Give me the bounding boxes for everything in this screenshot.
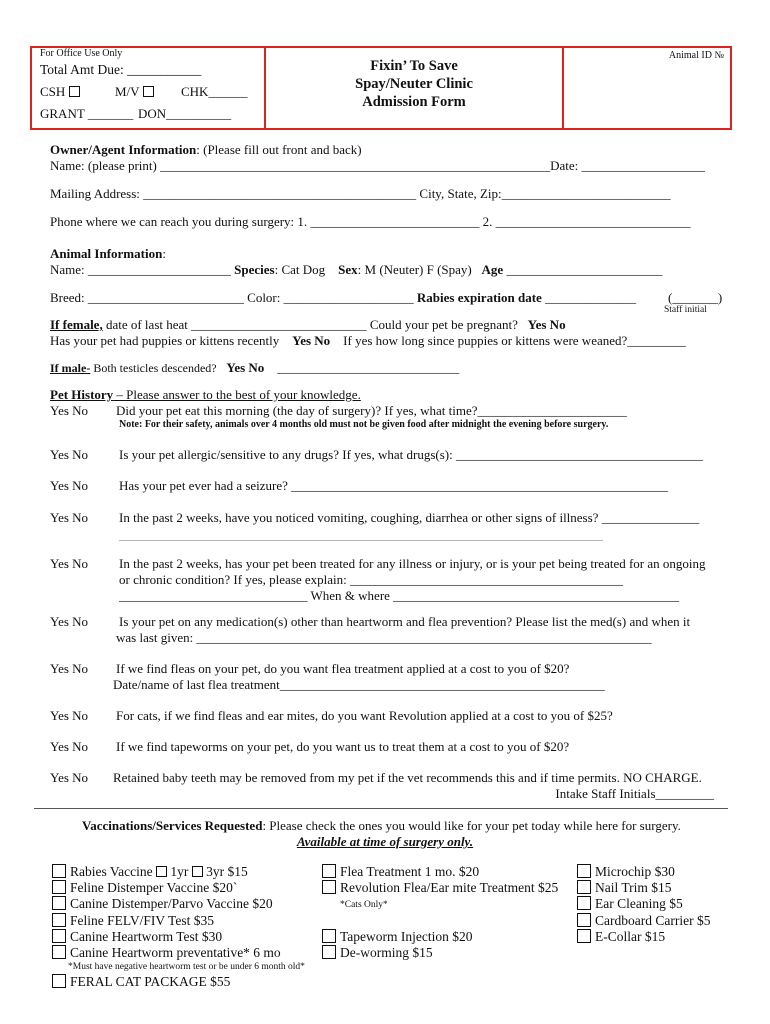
microchip-checkbox[interactable] xyxy=(577,864,591,878)
history-heading xyxy=(50,387,361,403)
csh-option[interactable] xyxy=(40,84,80,100)
rabies-label: Rabies Vaccine xyxy=(70,864,153,879)
service-flea-treatment[interactable] xyxy=(322,864,479,880)
service-canine-distemper[interactable] xyxy=(52,896,273,912)
microchip-label: Microchip $30 xyxy=(595,864,675,879)
q1-yes-no[interactable]: Yes No xyxy=(50,403,89,418)
grant-field[interactable]: GRANT _______ xyxy=(40,106,134,121)
mailing-address-field[interactable]: Mailing Address: __________________________________________ City, State, Zip:__________________________ xyxy=(50,186,671,201)
heartworm-test-label: Canine Heartworm Test $30 xyxy=(70,929,223,944)
heartworm-test-checkbox[interactable] xyxy=(52,929,66,943)
intake-initials-field[interactable]: Intake Staff Initials_________ xyxy=(555,786,714,801)
chk-field[interactable]: CHK______ xyxy=(181,84,248,99)
q3-text[interactable]: Has your pet ever had a seizure? __________________________________________________________ xyxy=(119,478,669,493)
testicles-yes-no[interactable]: Yes No xyxy=(226,360,265,375)
female-label: If female, xyxy=(50,317,103,332)
felv-fiv-checkbox[interactable] xyxy=(52,913,66,927)
species-options[interactable]: : Cat Dog xyxy=(274,262,326,277)
breed-color-row[interactable] xyxy=(50,290,636,306)
q6-yes-no[interactable]: Yes No xyxy=(50,614,89,629)
q10-yes-no[interactable]: Yes No xyxy=(50,770,89,785)
species-label: Species xyxy=(234,262,275,277)
q6-last-given-field[interactable]: was last given: ______________________________________________________________________ xyxy=(116,630,652,645)
feral-label: FERAL CAT PACKAGE $55 xyxy=(70,974,231,989)
history-heading-text: Pet History xyxy=(50,387,114,402)
q5-text: In the past 2 weeks, has your pet been treated for any illness or injury, or is your pet being treated for an ongoing xyxy=(119,556,706,571)
mv-option[interactable] xyxy=(115,84,154,100)
animal-name-field[interactable]: Name: ______________________ xyxy=(50,262,231,277)
service-nail-trim[interactable] xyxy=(577,880,672,896)
total-amt-field[interactable]: Total Amt Due: ___________ xyxy=(40,62,202,77)
sex-options[interactable]: : M (Neuter) F (Spay) xyxy=(357,262,472,277)
mv-checkbox[interactable] xyxy=(143,86,154,97)
heartworm-note: *Must have negative heartworm test or be under 6 month old* xyxy=(68,962,305,972)
staff-initial-box[interactable]: (_______) xyxy=(668,290,723,305)
service-revolution[interactable] xyxy=(322,880,558,896)
q7-yes-no[interactable]: Yes No xyxy=(50,661,89,676)
revolution-checkbox[interactable] xyxy=(322,880,336,894)
service-microchip[interactable] xyxy=(577,864,675,880)
animal-heading xyxy=(50,246,166,262)
csh-label: CSH xyxy=(40,84,66,99)
service-felv-fiv[interactable] xyxy=(52,913,214,929)
flea-treatment-checkbox[interactable] xyxy=(322,864,336,878)
title-line-1: Fixin’ To Save xyxy=(370,58,458,74)
phone-field[interactable]: Phone where we can reach you during surgery: 1. __________________________ 2. ______________________________ xyxy=(50,214,691,229)
cats-only-note: *Cats Only* xyxy=(340,900,388,910)
male-text: Both testicles descended? xyxy=(90,361,217,375)
female-text[interactable]: date of last heat ___________________________ Could your pet be pregnant? xyxy=(102,317,518,332)
feral-checkbox[interactable] xyxy=(52,974,66,988)
ear-cleaning-label: Ear Cleaning $5 xyxy=(595,896,683,911)
canine-distemper-checkbox[interactable] xyxy=(52,896,66,910)
q8-text: For cats, if we find fleas and ear mites, do you want Revolution applied at a cost to you of $25? xyxy=(116,708,613,723)
rabies-checkbox[interactable] xyxy=(52,864,66,878)
female-row[interactable] xyxy=(50,317,566,333)
q4-text[interactable]: In the past 2 weeks, have you noticed vomiting, coughing, diarrhea or other signs of illness? _______________ xyxy=(119,510,700,525)
q2-text[interactable]: Is your pet allergic/sensitive to any drugs? If yes, what drugs(s): ______________________________________ xyxy=(119,447,703,462)
section-divider xyxy=(34,808,728,809)
animal-heading-text: Animal Information xyxy=(50,246,163,261)
breed-color-field[interactable]: Breed: ________________________ Color: ____________________ xyxy=(50,290,414,305)
q5-when-where-field[interactable]: _____________________________ When & where ____________________________________________ xyxy=(119,588,680,603)
animal-heading-colon: : xyxy=(162,246,166,261)
puppies-yes-no[interactable]: Yes No xyxy=(292,333,331,348)
q5-explain-field[interactable]: or chronic condition? If yes, please explain: __________________________________________ xyxy=(119,572,624,587)
rabies-label: Rabies expiration date xyxy=(416,290,542,305)
male-field[interactable]: ____________________________ xyxy=(277,360,460,375)
food-note: Note: For their safety, animals over 4 months old must not be given food after midnight the evening before surgery. xyxy=(119,419,609,430)
feline-distemper-checkbox[interactable] xyxy=(52,880,66,894)
q4-yes-no[interactable]: Yes No xyxy=(50,510,89,525)
owner-heading-note: : (Please fill out front and back) xyxy=(196,142,362,157)
q9-text: If we find tapeworms on your pet, do you want us to treat them at a cost to you of $20? xyxy=(116,739,570,754)
carrier-checkbox[interactable] xyxy=(577,913,591,927)
heartworm-prev-label: Canine Heartworm preventative* 6 mo xyxy=(70,945,281,960)
q1-text[interactable]: Did your pet eat this morning (the day of surgery)? If yes, what time?_______________________ xyxy=(116,403,627,418)
carrier-label: Cardboard Carrier $5 xyxy=(595,913,711,928)
q2-yes-no[interactable]: Yes No xyxy=(50,447,89,462)
age-field[interactable]: ________________________ xyxy=(506,262,663,277)
available-note: Available at time of surgery only. xyxy=(296,834,474,849)
service-ecollar[interactable] xyxy=(577,929,665,945)
ecollar-label: E-Collar $15 xyxy=(595,929,666,944)
service-ear-cleaning[interactable] xyxy=(577,896,683,912)
animal-name-row[interactable] xyxy=(50,262,662,278)
puppies-question: Has your pet had puppies or kittens recently xyxy=(50,333,280,348)
mv-label: M/V xyxy=(115,84,140,99)
rabies-1yr-checkbox[interactable] xyxy=(156,866,167,877)
canine-distemper-label: Canine Distemper/Parvo Vaccine $20 xyxy=(70,896,273,911)
q7-last-flea-field[interactable]: Date/name of last flea treatment__________________________________________________ xyxy=(113,677,605,692)
q6-text: Is your pet on any medication(s) other than heartworm and flea prevention? Please list the med(s) and when it xyxy=(119,614,691,629)
male-row[interactable] xyxy=(50,360,459,376)
age-label: Age xyxy=(481,262,504,277)
service-heartworm-test[interactable] xyxy=(52,929,222,945)
ear-cleaning-checkbox[interactable] xyxy=(577,896,591,910)
service-tapeworm[interactable] xyxy=(322,929,473,945)
rabies-1yr-label: 1yr xyxy=(170,864,189,879)
tapeworm-label: Tapeworm Injection $20 xyxy=(340,929,473,944)
felv-fiv-label: Feline FELV/FIV Test $35 xyxy=(70,913,214,928)
q9-yes-no[interactable]: Yes No xyxy=(50,739,89,754)
services-heading-text: Vaccinations/Services Requested xyxy=(82,818,263,833)
male-label: If male- xyxy=(50,361,91,375)
pregnant-yes-no[interactable]: Yes No xyxy=(527,317,566,332)
weaned-field[interactable]: If yes how long since puppies or kittens were weaned?_________ xyxy=(343,333,686,348)
owner-heading xyxy=(50,142,362,158)
service-feline-distemper[interactable] xyxy=(52,880,237,896)
title-line-2: Spay/Neuter Clinic xyxy=(355,76,473,92)
csh-checkbox[interactable] xyxy=(69,86,80,97)
puppies-row[interactable] xyxy=(50,333,686,349)
service-rabies[interactable] xyxy=(52,864,248,880)
services-heading xyxy=(82,818,681,834)
nail-trim-label: Nail Trim $15 xyxy=(595,880,672,895)
office-use-label: For Office Use Only xyxy=(40,48,123,59)
q10-text: Retained baby teeth may be removed from my pet if the vet recommends this and if time permits. NO CHARGE. xyxy=(113,770,702,785)
sex-label: Sex xyxy=(338,262,358,277)
staff-initial-label: Staff initial xyxy=(664,305,707,315)
flea-treatment-label: Flea Treatment 1 mo. $20 xyxy=(340,864,480,879)
service-heartworm-prev[interactable] xyxy=(52,945,281,961)
rabies-3yr-label: 3yr $15 xyxy=(206,864,248,879)
title-line-3: Admission Form xyxy=(362,94,466,110)
rabies-field[interactable]: ______________ xyxy=(545,290,637,305)
deworming-checkbox[interactable] xyxy=(322,945,336,959)
service-deworming[interactable] xyxy=(322,945,433,961)
revolution-label: Revolution Flea/Ear mite Treatment $25 xyxy=(340,880,559,895)
q8-yes-no[interactable]: Yes No xyxy=(50,708,89,723)
don-field[interactable]: DON__________ xyxy=(138,106,232,121)
ecollar-checkbox[interactable] xyxy=(577,929,591,943)
heartworm-prev-checkbox[interactable] xyxy=(52,945,66,959)
q4-line2[interactable]: ________________________________________________________________________________________ xyxy=(119,530,603,542)
rabies-3yr-checkbox[interactable] xyxy=(192,866,203,877)
feline-distemper-label: Feline Distemper Vaccine $20` xyxy=(70,880,238,895)
animal-id-label: Animal ID № xyxy=(668,50,724,61)
owner-name-field[interactable]: Name: (please print) ____________________________________________________________Date: ___________________ xyxy=(50,158,705,173)
nail-trim-checkbox[interactable] xyxy=(577,880,591,894)
history-heading-note: – Please answer to the best of your knowledge. xyxy=(113,387,361,402)
owner-heading-text: Owner/Agent Information xyxy=(50,142,197,157)
services-heading-note: : Please check the ones you would like for your pet today while here for surgery. xyxy=(262,818,681,833)
service-carrier[interactable] xyxy=(577,913,710,929)
tapeworm-checkbox[interactable] xyxy=(322,929,336,943)
service-feral[interactable] xyxy=(52,974,230,990)
deworming-label: De-worming $15 xyxy=(340,945,433,960)
q3-yes-no[interactable]: Yes No xyxy=(50,478,89,493)
q5-yes-no[interactable]: Yes No xyxy=(50,556,89,571)
q7-text: If we find fleas on your pet, do you want flea treatment applied at a cost to you of $20? xyxy=(116,661,570,676)
